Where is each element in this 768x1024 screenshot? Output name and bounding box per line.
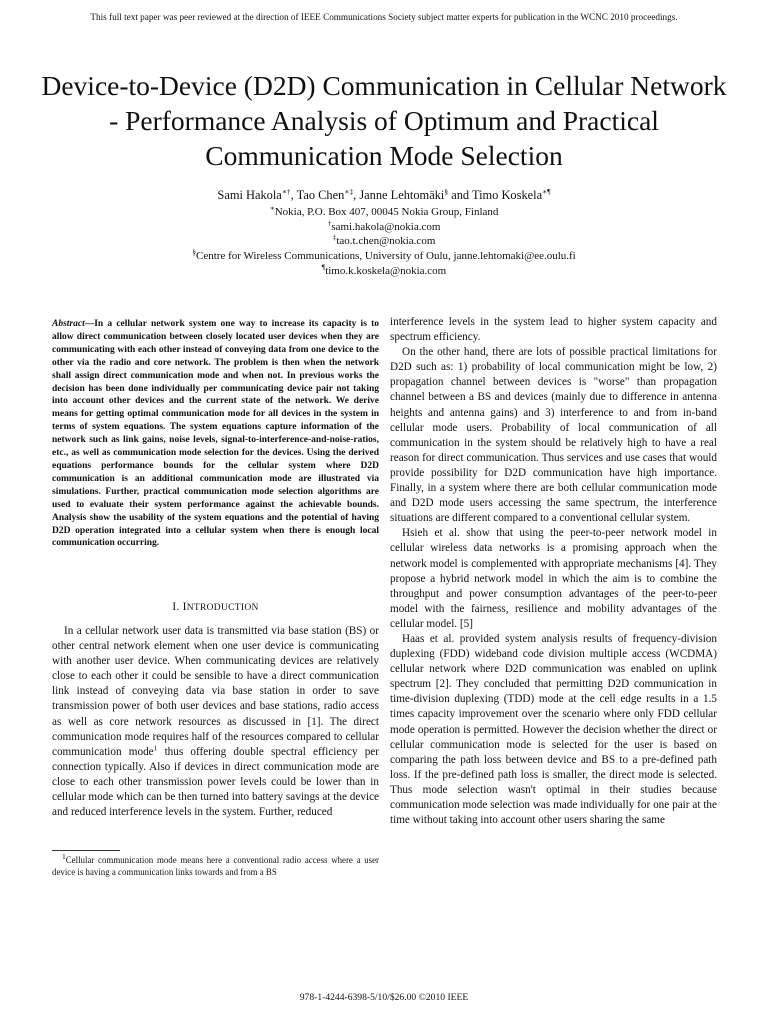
footnote (52, 852, 379, 878)
affiliation-text: Centre for Wireless Communications, University of Oulu, janne.lehtomaki@ee.oulu.fi (196, 250, 576, 262)
abstract (52, 318, 379, 550)
peer-review-note: This full text paper was peer reviewed at the direction of IEEE Communications Society subject matter experts for publication in the WCNC 2010 proceedings. (90, 12, 678, 22)
affiliation-mark: ‡ (332, 232, 337, 242)
footnote-divider (52, 850, 120, 851)
author-separator: and (448, 188, 472, 202)
affiliation-line (0, 247, 768, 262)
paragraph: On the other hand, there are lots of possible practical limitations for D2D such as: 1) probability of local communication might be low, 2) propagation channel between devices is "worse" than propagation channel between a BS and devices (mainly due to difference in antenna heights and antenna gains) and 3) interference to and from in-band cellular mode users. Probability of local communication of all communication in the system should be relatively high to have a real reason for direct communication. Thus services and use cases that would provide possibility for D2D communication have high importance. Finally, in a system where there are both cellular communication mode and D2D mode users accessing the same spectrum, the interference situations are different compared to a conventional cellular system. (390, 346, 717, 525)
author-separator: , (290, 188, 297, 202)
author-mark: ∗¶ (542, 186, 551, 196)
affiliation-email: timo.k.koskela@nokia.com (325, 265, 447, 277)
author-mark: ∗† (281, 186, 291, 196)
affiliation-email: tao.t.chen@nokia.com (336, 235, 436, 247)
paragraph: interference levels in the system lead to higher system capacity and spectrum efficiency. (390, 316, 717, 344)
affiliation-line (0, 262, 768, 277)
section-title-initial: I (182, 601, 187, 613)
affiliation-email: sami.hakola@nokia.com (331, 221, 441, 233)
affiliation-line (0, 232, 768, 247)
section-numeral: I. (172, 601, 183, 613)
paragraph-text: In a cellular network user data is transmitted via base station (BS) or other central network element when one user device is communicating with another user device. When communicating devices are relatively close to each other it could be sensible to have a direct communication link instead of conveying data via base station in order to save transmission power of both user devices and base stations, radio access as well as core network resources as discussed in [1]. The direct communication mode requires half of the resources compared to cellular communication mode (52, 625, 379, 758)
section-title-rest: NTRODUCTION (186, 603, 259, 613)
introduction-body (52, 624, 379, 820)
affiliation-line (0, 203, 768, 218)
affiliation-text: Nokia, P.O. Box 407, 00045 Nokia Group, Finland (274, 206, 499, 218)
copyright-footer: 978-1-4244-6398-5/10/$26.00 ©2010 IEEE (299, 992, 469, 1003)
footnote-mark: 1 (62, 852, 66, 862)
affiliation-mark: † (327, 218, 332, 228)
footnote-body: Cellular communication mode means here a conventional radio access where a user device is having a communication links towards and from a BS (52, 855, 379, 877)
affiliation-line (0, 218, 768, 233)
abstract-text: —In a cellular network system one way to increase its capacity is to allow direct communication between closely located user devices when they are communicating with each other instead of conveying data from one device to the other via the radio and core network. The problem is then when the network shall assign direct communication mode and when not. In previous works the decision has been done individually per communicating device pair not taking into account other devices and the current state of the network. We derive means for getting optimal communication mode for all devices in the system in terms of system equations. The system equations capture information of the network such as link gains, noise levels, signal-to-interference-and-noise-ratios, etc., as well as communication mode selection for the devices. Using the derived equations performance bounds for the cellular system where D2D communication is an additional communication mode are illustrated via simulations. Further, practical communication mode selection algorithms are used to evaluate their system performance against the achievable bounds. Analysis show the usability of the system equations and the potential of having D2D operation integrated into a cellular system when there is enough local communication occurring. (52, 319, 379, 549)
paragraph: Hsieh et al. show that using the peer-to-peer network model in cellular wireless data networks is a promising approach when the network model is complemented with appropriate mechanisms [4]. They propose a hybrid network model in which the aim is to combine the throughput and power consumption advantages of the peer-to-peer model with the fairness, resilience and mobility advantages of the cellular model. [5] (390, 527, 717, 630)
author-name: Janne Lehtomäki (359, 188, 445, 202)
section-heading-introduction (52, 601, 379, 613)
affiliation-mark: ∗ (269, 203, 275, 213)
paragraph-text: thus offering double spectral efficiency per connection typically. Also if devices in direct communication mode are close to each other transmission power levels could be lower than in cellular mode which can be then turned into battery savings at the device and reduced interference levels in the system. Further, reduced (52, 745, 380, 819)
author-separator: , (353, 188, 360, 202)
author-name: Sami Hakola (217, 188, 282, 202)
affiliation-mark: § (192, 247, 196, 257)
author-mark: ∗‡ (344, 186, 354, 196)
right-column-body (390, 315, 717, 828)
footnote-text (52, 852, 379, 878)
author-mark: § (444, 186, 449, 196)
author-name: Timo Koskela (471, 188, 543, 202)
author-name: Tao Chen (296, 188, 345, 202)
footnote-ref: 1 (153, 743, 158, 753)
paragraph (52, 624, 379, 820)
paragraph: Haas et al. provided system analysis results of frequency-division duplexing (FDD) wideband code division multiple access (WCDMA) cellular network where D2D communication was enabled on uplink spectrum [2]. They concluded that permitting D2D communication in time-division duplexing (TDD) mode at the cell edge results in a 1.5 times capacity improvement over the scenario where only FDD cellular mode operation is permitted. However the decision whether the direct or cellular communication mode is selected for the user is based on comparing the path loss between device and BS to a pre-defined path loss. If the pre-defined path loss is smaller, the direct mode is selected. Thus mode selection wasn't optimal in their studies because communication mode selection was made individually for one pair at the time without taking into account other users sharing the same (390, 632, 717, 827)
author-line (0, 188, 768, 203)
abstract-label: Abstract (52, 319, 85, 329)
affiliation-mark: ¶ (321, 262, 326, 272)
paper-title: Device-to-Device (D2D) Communication in Cellular Network - Performance Analysis of Optimum and Practical Communication Mode Selection (41, 70, 727, 171)
